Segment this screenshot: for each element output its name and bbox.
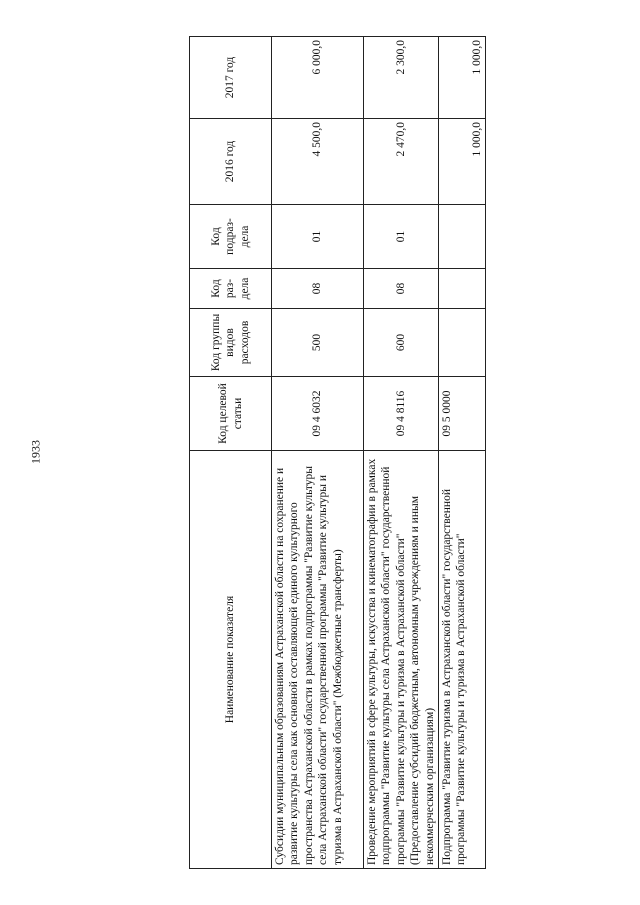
rotated-table-inner [189, 37, 483, 869]
row-expense-group-code [438, 309, 485, 377]
row-name: Субсидии муниципальным образованиям Астраханской области на сохранение и развитие культуры села как основной составляющей единого культурного пространства Астраханской области в рамках подпрограммы "Развитие культуры села Астраханской области" государственной программы "Развитие культуры и туризма в Астраханской области" (Межбюджетные трансферты) [272, 451, 364, 869]
rotated-table-container [189, 37, 483, 869]
row-expense-group-code: 600 [364, 309, 439, 377]
row-section-code [438, 269, 485, 309]
header-expense-group-code: Код группы видов расходов [190, 309, 272, 377]
header-subsection-code: Код подраз- дела [190, 205, 272, 269]
table-row [272, 37, 364, 869]
row-expense-group-code: 500 [272, 309, 364, 377]
budget-table [189, 36, 486, 869]
row-target-code: 09 5 0000 [438, 377, 485, 451]
row-year-2017: 1 000,0 [438, 37, 485, 119]
header-name: Наименование показателя [190, 451, 272, 869]
row-year-2016: 2 470,0 [364, 119, 439, 205]
row-year-2017: 2 300,0 [364, 37, 439, 119]
row-subsection-code: 01 [272, 205, 364, 269]
row-target-code: 09 4 6032 [272, 377, 364, 451]
row-target-code: 09 4 8116 [364, 377, 439, 451]
row-year-2017: 6 000,0 [272, 37, 364, 119]
row-section-code: 08 [272, 269, 364, 309]
row-section-code: 08 [364, 269, 439, 309]
row-subsection-code [438, 205, 485, 269]
page-number: 1933 [28, 440, 43, 464]
table-row [364, 37, 439, 869]
row-name: Подпрограмма "Развитие туризма в Астраханской области" государственной программы "Развитие культуры и туризма в Астраханской области" [438, 451, 485, 869]
row-year-2016: 4 500,0 [272, 119, 364, 205]
header-year-2017: 2017 год [190, 37, 272, 119]
header-section-code: Код раз- дела [190, 269, 272, 309]
header-target-code: Код целевой статьи [190, 377, 272, 451]
row-name: Проведение мероприятий в сфере культуры, искусства и кинематографии в рамках подпрограммы "Развитие культуры села Астраханской области" государственной программы "Развитие культуры и туризма в Астраханской области" (Предоставление субсидий бюджетным, автономным учреждениям и иным некоммерческим организациям) [364, 451, 439, 869]
row-subsection-code: 01 [364, 205, 439, 269]
table-row [438, 37, 485, 869]
row-year-2016: 1 000,0 [438, 119, 485, 205]
header-year-2016: 2016 год [190, 119, 272, 205]
table-header-row [190, 37, 272, 869]
